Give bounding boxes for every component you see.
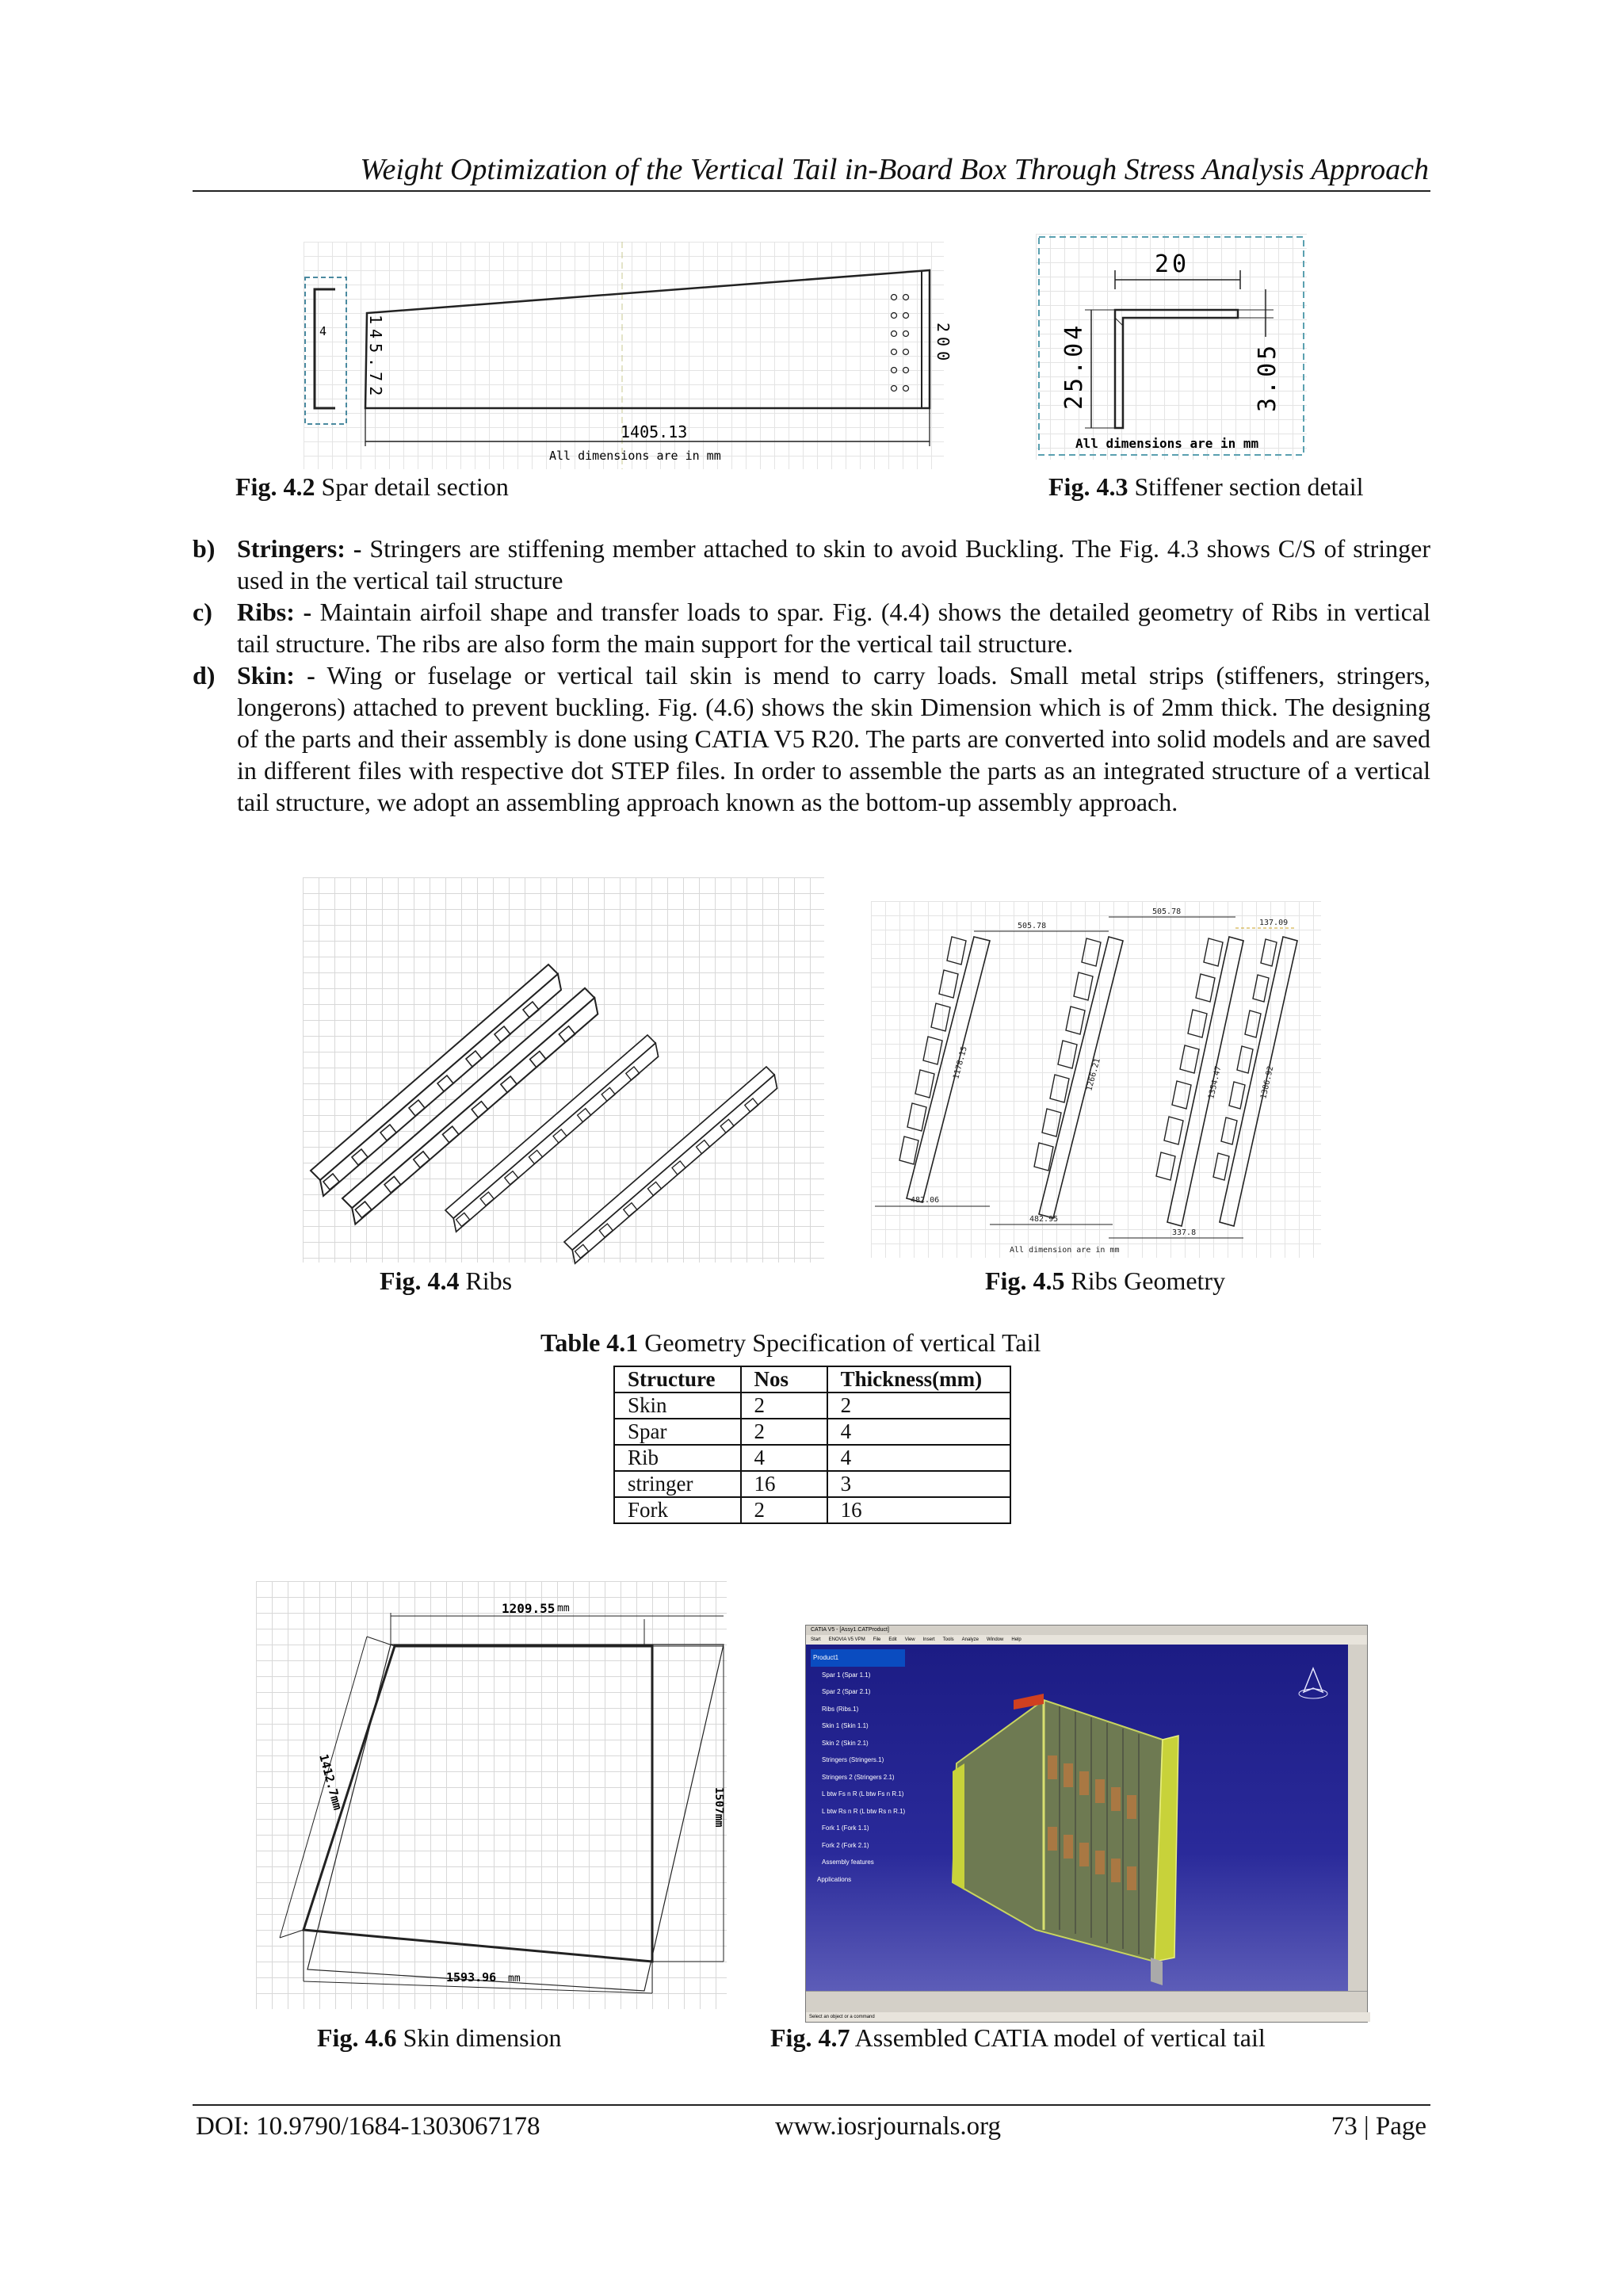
table-header-cell: Thickness(mm) bbox=[827, 1366, 1010, 1392]
running-header: Weight Optimization of the Vertical Tail in-Board Box Through Stress Analysis Approach bbox=[360, 153, 1429, 186]
stiffener-height: 25.04 bbox=[1060, 322, 1088, 410]
table-cell: 4 bbox=[827, 1445, 1010, 1471]
header-rule bbox=[193, 190, 1430, 192]
table-header-row bbox=[614, 1366, 1010, 1392]
table-cell: Fork bbox=[614, 1497, 741, 1523]
list-marker: d) bbox=[193, 661, 216, 690]
table-cell: 3 bbox=[827, 1471, 1010, 1497]
ribs-top-dim-2: 505.78 bbox=[1152, 907, 1182, 916]
rib-2-length: 1266.21 bbox=[1085, 1057, 1102, 1092]
rib-1-length: 1178.15 bbox=[952, 1045, 969, 1080]
spar-length: 1405.13 bbox=[621, 422, 688, 441]
tail-assembly-model bbox=[953, 1694, 1178, 1985]
fig-4-5-text: Ribs Geometry bbox=[1071, 1266, 1226, 1295]
tree-item[interactable]: Stringers (Stringers.1) bbox=[822, 1756, 884, 1763]
table-header-cell: Nos bbox=[741, 1366, 827, 1392]
catia-right-toolbar[interactable] bbox=[1348, 1645, 1367, 1992]
tree-item[interactable]: Skin 1 (Skin 1.1) bbox=[822, 1722, 869, 1729]
skin-bottom-unit: mm bbox=[508, 1973, 521, 1985]
skin-bottom-dim: 1593.96 bbox=[446, 1970, 497, 1985]
ribs-bottom-dim-3: 337.8 bbox=[1172, 1228, 1197, 1237]
table-row bbox=[614, 1392, 1010, 1419]
skin-top-unit: mm bbox=[557, 1603, 570, 1614]
tree-item[interactable]: Fork 1 (Fork 1.1) bbox=[822, 1824, 869, 1832]
menu-enovia[interactable]: ENOVIA V5 VPM bbox=[828, 1637, 865, 1642]
fig-4-5-ribs-geometry-drawing bbox=[871, 901, 1321, 1258]
geometry-spec-table bbox=[613, 1366, 1011, 1524]
stiffener-dims-note: All dimensions are in mm bbox=[1075, 436, 1259, 451]
table-cell: 2 bbox=[741, 1392, 827, 1419]
skin-top-dim: 1209.55 bbox=[502, 1601, 556, 1616]
fig-4-4-text: Ribs bbox=[465, 1266, 513, 1295]
fig-4-4-label: Fig. 4.4 bbox=[380, 1266, 460, 1295]
list-term: Skin: - bbox=[237, 661, 315, 690]
fig-4-6-text: Skin dimension bbox=[403, 2023, 562, 2052]
menu-insert[interactable]: Insert bbox=[922, 1637, 935, 1642]
tree-item[interactable]: Stringers 2 (Stringers 2.1) bbox=[822, 1773, 895, 1781]
fig-4-6-caption bbox=[317, 2023, 561, 2053]
table-cell: stringer bbox=[614, 1471, 741, 1497]
table-4-1-caption bbox=[540, 1328, 1041, 1358]
table-header-cell: Structure bbox=[614, 1366, 741, 1392]
list-item bbox=[193, 533, 1430, 596]
spar-right-height: 200 bbox=[934, 323, 953, 366]
table-row bbox=[614, 1445, 1010, 1471]
fig-4-7-caption bbox=[770, 2023, 1266, 2053]
list-marker: c) bbox=[193, 598, 212, 626]
tree-item[interactable]: Assembly features bbox=[822, 1859, 874, 1866]
rib-3-length: 1354.47 bbox=[1207, 1065, 1224, 1100]
rib-4-length: 1386.92 bbox=[1259, 1065, 1276, 1100]
menu-view[interactable]: View bbox=[904, 1637, 915, 1642]
catia-viewport[interactable] bbox=[806, 1645, 1348, 1992]
table-cell: 4 bbox=[827, 1419, 1010, 1445]
fig-4-2-spar-drawing bbox=[304, 242, 953, 469]
menu-edit[interactable]: Edit bbox=[888, 1637, 897, 1642]
menu-file[interactable]: File bbox=[873, 1637, 881, 1642]
table-cell: Skin bbox=[614, 1392, 741, 1419]
catia-title: CATIA V5 - [Assy1.CATProduct] bbox=[811, 1627, 889, 1633]
footer-rule bbox=[193, 2104, 1430, 2106]
fig-4-7-label: Fig. 4.7 bbox=[770, 2023, 850, 2052]
ribs-dims-note: All dimension are in mm bbox=[1010, 1246, 1120, 1255]
spar-web-thickness: 4 bbox=[319, 324, 327, 338]
stiffener-thickness: 3.05 bbox=[1254, 342, 1281, 412]
fig-4-4-ribs-drawing bbox=[303, 877, 824, 1263]
footer-page: 73 | Page bbox=[1331, 2112, 1426, 2141]
fig-4-3-caption bbox=[1048, 472, 1364, 502]
structure-definitions bbox=[193, 533, 1430, 818]
catia-menubar bbox=[806, 1635, 1367, 1645]
tree-item[interactable]: Applications bbox=[817, 1875, 852, 1883]
catia-bottom-toolbar[interactable] bbox=[806, 1991, 1367, 2012]
table-row bbox=[614, 1419, 1010, 1445]
footer-site[interactable]: www.iosrjournals.org bbox=[775, 2112, 1002, 2141]
footer-doi: DOI: 10.9790/1684-1303067178 bbox=[196, 2112, 540, 2141]
fig-4-2-caption bbox=[235, 472, 509, 502]
menu-help[interactable]: Help bbox=[1011, 1637, 1022, 1642]
menu-window[interactable]: Window bbox=[987, 1637, 1004, 1642]
menu-tools[interactable]: Tools bbox=[942, 1637, 954, 1642]
compass-icon bbox=[1299, 1668, 1327, 1698]
menu-analyze[interactable]: Analyze bbox=[961, 1637, 980, 1642]
fig-4-2-text: Spar detail section bbox=[321, 472, 509, 501]
fig-4-7-catia-screenshot bbox=[805, 1625, 1368, 2023]
fig-4-3-stiffener-drawing bbox=[1036, 234, 1307, 460]
tree-item[interactable]: Skin 2 (Skin 2.1) bbox=[822, 1739, 869, 1747]
ribs-bottom-dim-2: 482.95 bbox=[1029, 1215, 1059, 1224]
tree-item[interactable]: Spar 1 (Spar 1.1) bbox=[822, 1671, 871, 1679]
fig-4-4-caption bbox=[380, 1266, 512, 1296]
list-marker: b) bbox=[193, 534, 216, 563]
list-item bbox=[193, 659, 1430, 818]
table-4-1-label: Table 4.1 bbox=[540, 1328, 639, 1357]
fig-4-3-label: Fig. 4.3 bbox=[1048, 472, 1128, 501]
list-term: Stringers: - bbox=[237, 534, 362, 563]
ribs-bottom-dim-1: 482.06 bbox=[911, 1196, 940, 1205]
fig-4-7-text: Assembled CATIA model of vertical tail bbox=[854, 2023, 1266, 2052]
fig-4-6-skin-drawing bbox=[256, 1581, 727, 2009]
table-4-1-text: Geometry Specification of vertical Tail bbox=[644, 1328, 1041, 1357]
tree-item[interactable]: L btw Rs n R (L btw Rs n R.1) bbox=[822, 1807, 906, 1815]
fig-4-5-label: Fig. 4.5 bbox=[985, 1266, 1065, 1295]
table-cell: 16 bbox=[741, 1471, 827, 1497]
list-text: Wing or fuselage or vertical tail skin is mend to carry loads. Small metal strips (stiffeners, stringers, longerons) attached to prevent buckling. Fig. (4.6) shows the skin Dimension which is of 2mm thick. The designing of the parts and their assembly is done using CATIA V5 R20. The parts are converted into solid models and are saved in different files with respective dot STEP files. In order to assemble the parts as an integrated structure of a vertical tail structure, we adopt an assembling approach known as the bottom-up assembly approach. bbox=[237, 661, 1431, 816]
catia-statusbar bbox=[806, 2012, 1370, 2022]
ribs-top-dim-1: 505.78 bbox=[1018, 922, 1047, 930]
fig-4-5-caption bbox=[985, 1266, 1225, 1296]
spar-left-height: 145.72 bbox=[366, 315, 385, 401]
list-term: Ribs: - bbox=[237, 598, 312, 626]
skin-left-dim: 1412.7mm bbox=[316, 1752, 346, 1812]
table-cell: 2 bbox=[741, 1419, 827, 1445]
tree-item[interactable]: L btw Fs n R (L btw Fs n R.1) bbox=[822, 1790, 904, 1797]
table-cell: 2 bbox=[827, 1392, 1010, 1419]
menu-start[interactable]: Start bbox=[811, 1637, 821, 1642]
table-cell: 2 bbox=[741, 1497, 827, 1523]
list-item bbox=[193, 596, 1430, 659]
list-text: Maintain airfoil shape and transfer loads to spar. Fig. (4.4) shows the detailed geometry of Ribs in vertical tail structure. The ribs are also form the main support for the vertical tail structure. bbox=[237, 598, 1431, 658]
fig-4-6-label: Fig. 4.6 bbox=[317, 2023, 397, 2052]
table-cell: 4 bbox=[741, 1445, 827, 1471]
skin-right-dim: 1507mm bbox=[712, 1787, 725, 1828]
tree-item[interactable]: Ribs (Ribs.1) bbox=[822, 1705, 859, 1713]
tree-item[interactable]: Fork 2 (Fork 2.1) bbox=[822, 1841, 869, 1849]
spar-dims-note: All dimensions are in mm bbox=[549, 449, 721, 463]
fig-4-2-label: Fig. 4.2 bbox=[235, 472, 315, 501]
catia-status-text: Select an object or a command bbox=[809, 2015, 875, 2019]
table-row bbox=[614, 1497, 1010, 1523]
fig-4-3-text: Stiffener section detail bbox=[1134, 472, 1364, 501]
list-text: Stringers are stiffening member attached to skin to avoid Buckling. The Fig. 4.3 shows C/S of stringer used in the vertical tail structure bbox=[237, 534, 1431, 594]
ribs-top-dim-3: 137.09 bbox=[1259, 919, 1289, 927]
tree-root[interactable]: Product1 bbox=[811, 1649, 905, 1667]
table-cell: Rib bbox=[614, 1445, 741, 1471]
table-cell: 16 bbox=[827, 1497, 1010, 1523]
catia-titlebar bbox=[806, 1626, 1367, 1635]
table-row bbox=[614, 1471, 1010, 1497]
stiffener-flange: 20 bbox=[1155, 250, 1190, 278]
tree-item[interactable]: Spar 2 (Spar 2.1) bbox=[822, 1688, 871, 1695]
table-cell: Spar bbox=[614, 1419, 741, 1445]
